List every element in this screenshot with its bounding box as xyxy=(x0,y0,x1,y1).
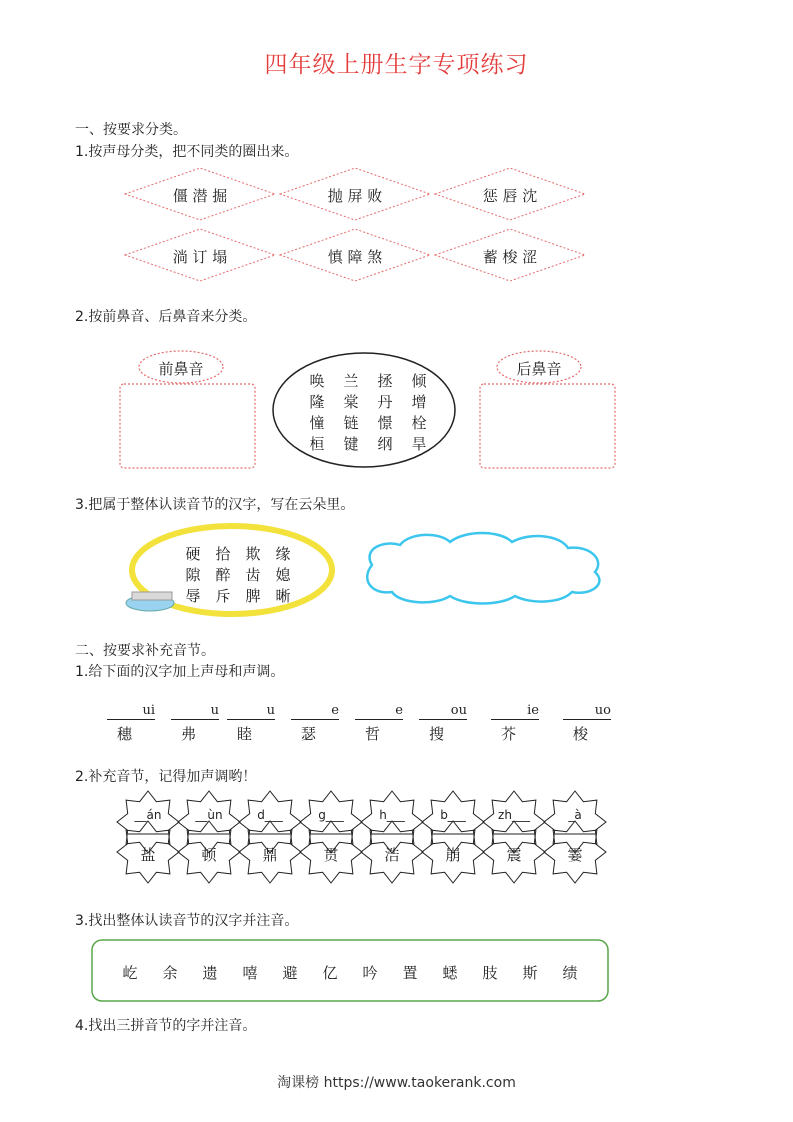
hanzi: 鼎 xyxy=(262,846,278,864)
hanzi: 梭 xyxy=(573,725,589,743)
syllable-blank[interactable]: zh___ xyxy=(498,808,530,822)
pinyin-blank[interactable]: e xyxy=(355,703,403,720)
group-3: 惩 唇 沈 xyxy=(482,187,538,205)
nasal-char-grid: 唤 兰 拯 倾 隆 棠 丹 增 憧 链 憬 栓 桓 键 纲 旱 xyxy=(309,372,427,453)
syllable-blank[interactable]: _à xyxy=(568,808,582,822)
hanzi[interactable]: 遗 xyxy=(202,964,218,982)
p2q2-prompt: 2.补充音节，记得加声调哟！ xyxy=(75,769,257,785)
right-box xyxy=(480,384,615,468)
hanzi: 睦 xyxy=(237,725,253,743)
book-stack xyxy=(132,592,172,600)
hanzi[interactable]: 斯 xyxy=(522,964,538,982)
hanzi: 穗 xyxy=(117,725,133,743)
group-4: 淌 订 塌 xyxy=(172,248,228,266)
syllable-blank[interactable]: g___ xyxy=(318,808,344,822)
hanzi: 崩 xyxy=(445,846,461,864)
pinyin-item xyxy=(171,703,219,744)
pinyin-item xyxy=(291,703,339,744)
hanzi: 芥 xyxy=(501,725,517,743)
hanzi: 弗 xyxy=(181,725,197,743)
group-6: 蓄 梭 涩 xyxy=(482,248,538,266)
hanzi: 瑟 xyxy=(301,725,317,743)
page-title: 四年级上册生字专项练习 xyxy=(264,52,529,78)
hanzi: 搜 xyxy=(429,725,445,743)
hanzi[interactable]: 屹 xyxy=(122,964,138,982)
hanzi: 哲 xyxy=(365,725,381,743)
pinyin-item xyxy=(491,703,539,744)
pinyin-item xyxy=(107,703,155,744)
hanzi: 浩 xyxy=(384,846,400,864)
p2q1-prompt: 1.给下面的汉字加上声母和声调。 xyxy=(75,664,285,680)
q3-prompt: 3.把属于整体认读音节的汉字，写在云朵里。 xyxy=(75,497,355,513)
syllable-blank[interactable]: __án xyxy=(134,808,162,822)
hanzi: 盐 xyxy=(140,846,156,864)
hanzi[interactable]: 置 xyxy=(402,964,418,982)
part2-heading: 二、按要求补充音节。 xyxy=(75,643,215,659)
hanzi[interactable]: 吟 xyxy=(362,964,378,982)
hanzi[interactable]: 嘻 xyxy=(242,964,258,982)
hanzi: 顿 xyxy=(201,846,217,864)
pinyin-item xyxy=(355,703,403,744)
pinyin-blank[interactable]: u xyxy=(171,703,219,720)
group-2: 抛 屏 败 xyxy=(327,187,383,205)
hanzi: 霎 xyxy=(567,846,583,864)
p2q3-prompt: 3.找出整体认读音节的汉字并注音。 xyxy=(75,913,299,929)
pinyin-blank[interactable]: uo xyxy=(563,703,611,720)
pinyin-blank[interactable]: ou xyxy=(419,703,467,720)
pinyin-blank[interactable]: ui xyxy=(107,703,155,720)
hanzi: 震 xyxy=(506,846,522,864)
back-nasal-label: 后鼻音 xyxy=(516,360,562,378)
syllable-blank[interactable]: d___ xyxy=(257,808,283,822)
hanzi[interactable]: 蟋 xyxy=(442,964,458,982)
pinyin-item xyxy=(563,703,611,744)
group-5: 慎 障 煞 xyxy=(327,248,383,266)
pinyin-blank[interactable]: ie xyxy=(491,703,539,720)
hanzi: 贯 xyxy=(323,846,339,864)
part1-heading: 一、按要求分类。 xyxy=(75,122,187,138)
green-char-row xyxy=(110,962,590,983)
cloud-char-grid: 硬 拾 欺 缘 隙 醉 齿 媳 辱 斥 脾 晰 xyxy=(185,545,291,605)
syllable-blank[interactable]: h___ xyxy=(379,808,405,822)
hanzi[interactable]: 避 xyxy=(282,964,298,982)
cloud xyxy=(367,533,599,604)
hanzi[interactable]: 亿 xyxy=(322,964,338,982)
p2q4-prompt: 4.找出三拼音节的字并注音。 xyxy=(75,1018,257,1034)
pinyin-blank[interactable]: u xyxy=(227,703,275,720)
hanzi[interactable]: 肢 xyxy=(482,964,498,982)
pinyin-blank[interactable]: e xyxy=(291,703,339,720)
footer: 淘课榜 https://www.taokerank.com xyxy=(277,1075,516,1091)
q2-prompt: 2.按前鼻音、后鼻音来分类。 xyxy=(75,309,257,325)
group-1: 僵 潜 掘 xyxy=(172,187,228,205)
q1-prompt: 1.按声母分类，把不同类的圈出来。 xyxy=(75,144,299,160)
syllable-blank[interactable]: __ùn xyxy=(195,808,223,822)
left-box xyxy=(120,384,255,468)
hanzi[interactable]: 绩 xyxy=(562,964,578,982)
syllable-blank[interactable]: b___ xyxy=(440,808,466,822)
pinyin-item xyxy=(227,703,275,744)
hanzi[interactable]: 余 xyxy=(162,964,178,982)
pinyin-item xyxy=(419,703,467,744)
front-nasal-label: 前鼻音 xyxy=(158,360,204,378)
